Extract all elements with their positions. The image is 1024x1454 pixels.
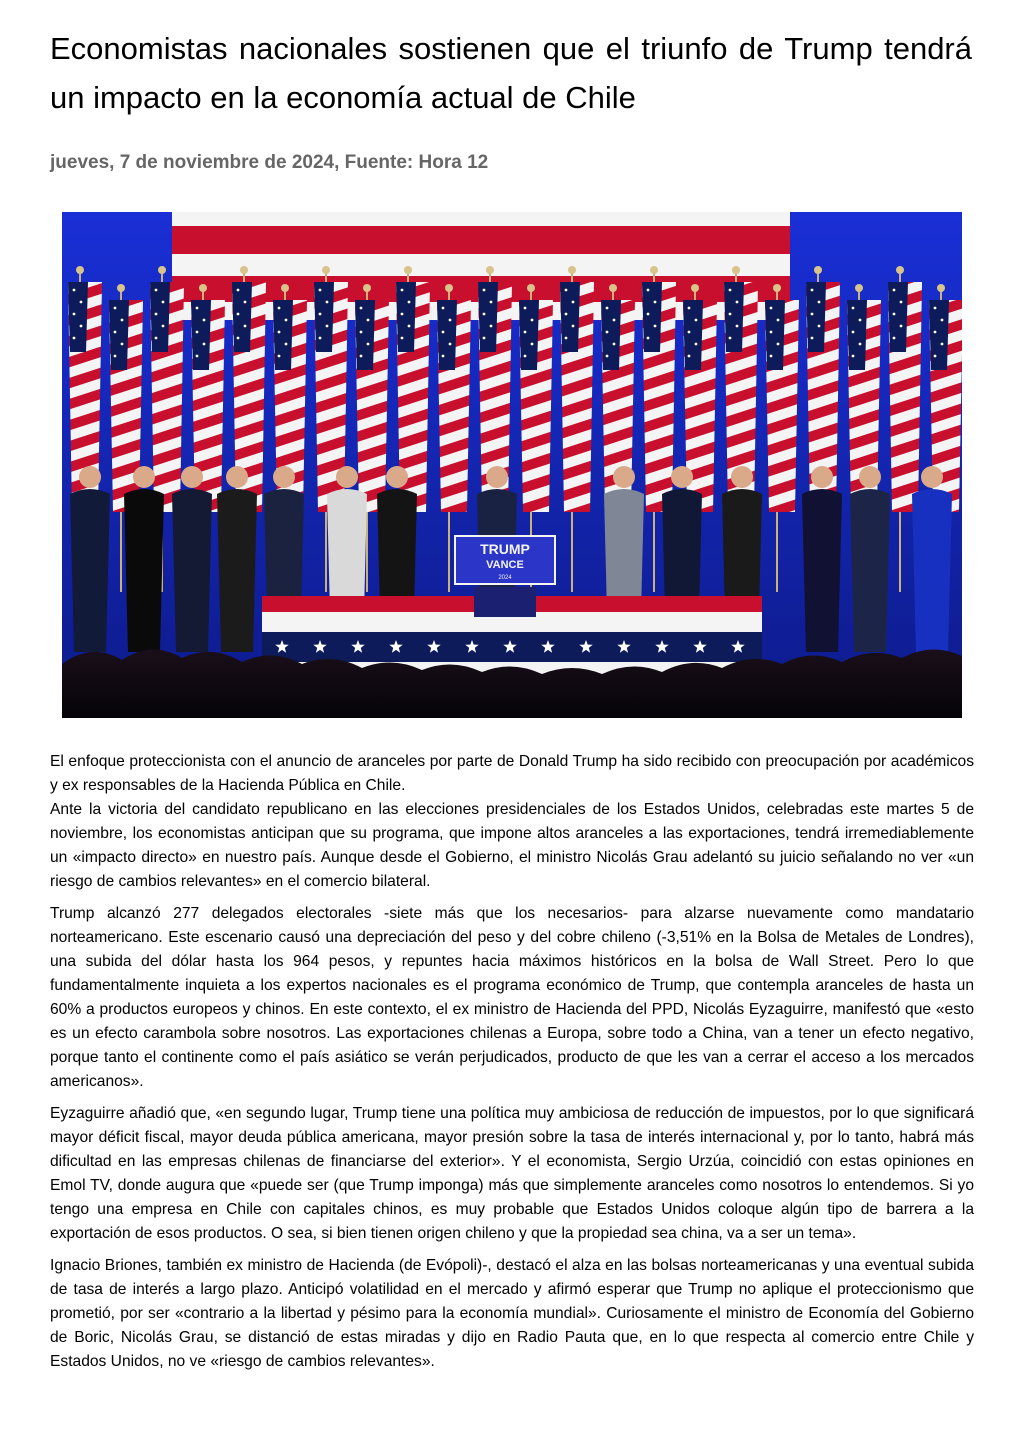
person xyxy=(802,466,842,652)
podium-year: 2024 xyxy=(498,575,512,581)
victory-stage-illustration xyxy=(62,212,962,718)
podium-label-top: TRUMP xyxy=(480,541,530,557)
article-body xyxy=(50,750,974,1374)
article-title: Economistas nacionales sostienen que el triunfo de Trump tendrá un impacto en la economía actual de Chile xyxy=(50,31,972,115)
person xyxy=(912,466,952,652)
paragraph-4: Eyzaguirre añadió que, «en segundo lugar, Trump tiene una política muy ambiciosa de reducción de impuestos, por lo que significará mayor déficit fiscal, mayor deuda pública americana, mayor presión sobre la tasa de interés internacional y, por lo tanto, habrá más dificultad en las empresas chilenas de financiarse del exterior». Y el economista, Sergio Urzúa, coincidió con estas opiniones en Emol TV, donde augura que «puede ser (que Trump imponga) más que simplemente aranceles como nosotros lo entendemos. Si yo tengo una empresa en Chile con capitales chinos, es muy probable que Estados Unidos coloque algún tipo de barrera a la exportación de esos productos. O sea, si bien tienen origen chileno y que la propiedad sea china, va a ser un tema». xyxy=(50,1105,974,1242)
person xyxy=(217,466,257,652)
article-photo xyxy=(62,212,962,718)
article-meta: jueves, 7 de noviembre de 2024, Fuente: Hora 12 xyxy=(50,152,489,173)
person xyxy=(850,466,890,652)
paragraph-2: Ante la victoria del candidato republicano en las elecciones presidenciales de los Estados Unidos, celebradas este martes 5 de noviembre, los economistas anticipan que su programa, que impone altos aranceles a las exportaciones, tendrá irremediablemente un «impacto directo» en nuestro país. Aunque desde el Gobierno, el ministro Nicolás Grau adelantó su juicio señalando no ver «un riesgo de cambios relevantes» en el comercio bilateral. xyxy=(50,801,974,890)
person xyxy=(124,466,164,652)
paragraph-5: Ignacio Briones, también ex ministro de Hacienda (de Evópoli)-, destacó el alza en las bolsas norteamericanas y una eventual subida de tasa de interés a largo plazo. Anticipó volatilidad en el mercado y afirmó esperar que Trump no aplique el proteccionismo que prometió, por ser «contrario a la libertad y pésimo para la economía mundial». Curiosamente el ministro de Economía del Gobierno de Boric, Nicolás Grau, se distanció de estas miradas y dijo en Radio Pauta que, en lo que respecta al comercio entre Chile y Estados Unidos, no ve «riesgo de cambios relevantes». xyxy=(50,1257,974,1370)
paragraph-3: Trump alcanzó 277 delegados electorales -siete más que los necesarios- para alzarse nuevamente como mandatario norteamericano. Este escenario causó una depreciación del peso y del cobre chileno (-3,51% en la Bolsa de Metales de Londres), una subida del dólar hasta los 964 pesos, y repuntes hacia máximos históricos en la bolsa de Wall Street. Pero lo que fundamentalmente inquieta a los expertos nacionales es el programa económico de Trump, que contempla aranceles de hasta un 60% a productos europeos y chinos. En este contexto, el ex ministro de Hacienda del PPD, Nicolás Eyzaguirre, manifestó que «esto es un efecto carambola sobre nosotros. Las exportaciones chilenas a Europa, sobre todo a China, van a tener un efecto negativo, porque tanto el continente como el país asiático se verán perjudicados, producto de que les van a cerrar el acceso a los mercados americanos». xyxy=(50,905,974,1090)
podium-label-bottom: VANCE xyxy=(486,559,524,571)
person xyxy=(172,466,212,652)
person xyxy=(70,466,110,652)
paragraph-1: El enfoque proteccionista con el anuncio de aranceles por parte de Donald Trump ha sido recibido con preocupación por académicos y ex responsables de la Hacienda Pública en Chile. xyxy=(50,753,974,794)
